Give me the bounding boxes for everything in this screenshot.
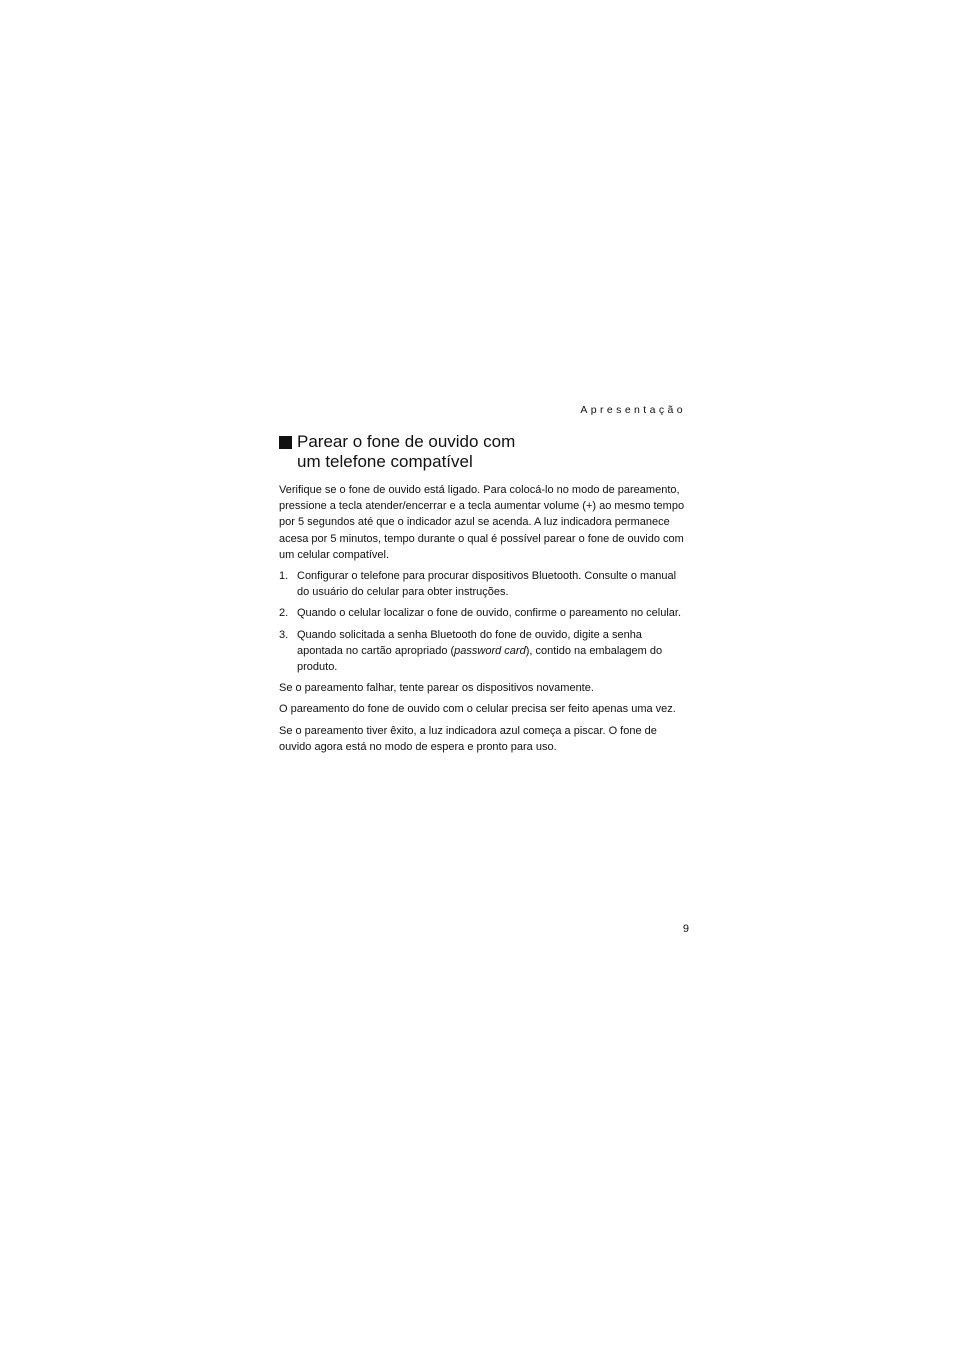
step-number: 3. xyxy=(279,628,289,641)
step-text-before: Quando solicitada a senha Bluetooth do fone de ouvido, digite a senha apontada no cartão apropriado ( xyxy=(297,628,642,657)
step-text: Configurar o telefone para procurar dispositivos Bluetooth. Consulte o manual do usuário do celular para obter instruções. xyxy=(297,570,677,599)
step-number: 2. xyxy=(279,607,289,620)
success-paragraph: Se o pareamento tiver êxito, a luz indicadora azul começa a piscar. O fone de ouvido agora está no modo de espera e pronto para uso. xyxy=(279,724,657,753)
step-text: Quando o celular localizar o fone de ouvido, confirme o pareamento no celular. xyxy=(297,607,682,620)
section-title xyxy=(279,432,689,472)
step-text-after: ), contido na embalagem do produto. xyxy=(297,644,663,674)
fail-paragraph: Se o pareamento falhar, tente parear os dispositivos novamente. xyxy=(279,682,594,695)
page-number: 9 xyxy=(682,923,689,935)
step-number: 1. xyxy=(279,570,289,583)
once-paragraph: O pareamento do fone de ouvido com o celular precisa ser feito apenas uma vez. xyxy=(279,703,676,716)
intro-paragraph: Verifique se o fone de ouvido está ligado. Para colocá-lo no modo de pareamento, pressione a tecla atender/encerrar e a tecla aumentar volume (+) ao mesmo tempo por 5 segundos até que o indicador azul se acenda. A luz indicadora permanece acesa por 5 minutos, tempo durante o qual é possível parear o fone de ouvido com um celular compatível. xyxy=(279,484,685,561)
section-title-line-1: Parear o fone de ouvido com xyxy=(297,432,516,451)
steps-list xyxy=(279,568,689,675)
square-bullet-icon xyxy=(279,436,292,449)
step-item xyxy=(279,627,689,676)
step-text-italic: password card xyxy=(454,644,526,657)
step-item xyxy=(279,568,689,600)
step-item xyxy=(279,605,689,621)
section-title-line-2: um telefone compatível xyxy=(297,452,473,471)
page-content xyxy=(279,432,689,760)
running-header: Apresentação xyxy=(580,404,686,416)
